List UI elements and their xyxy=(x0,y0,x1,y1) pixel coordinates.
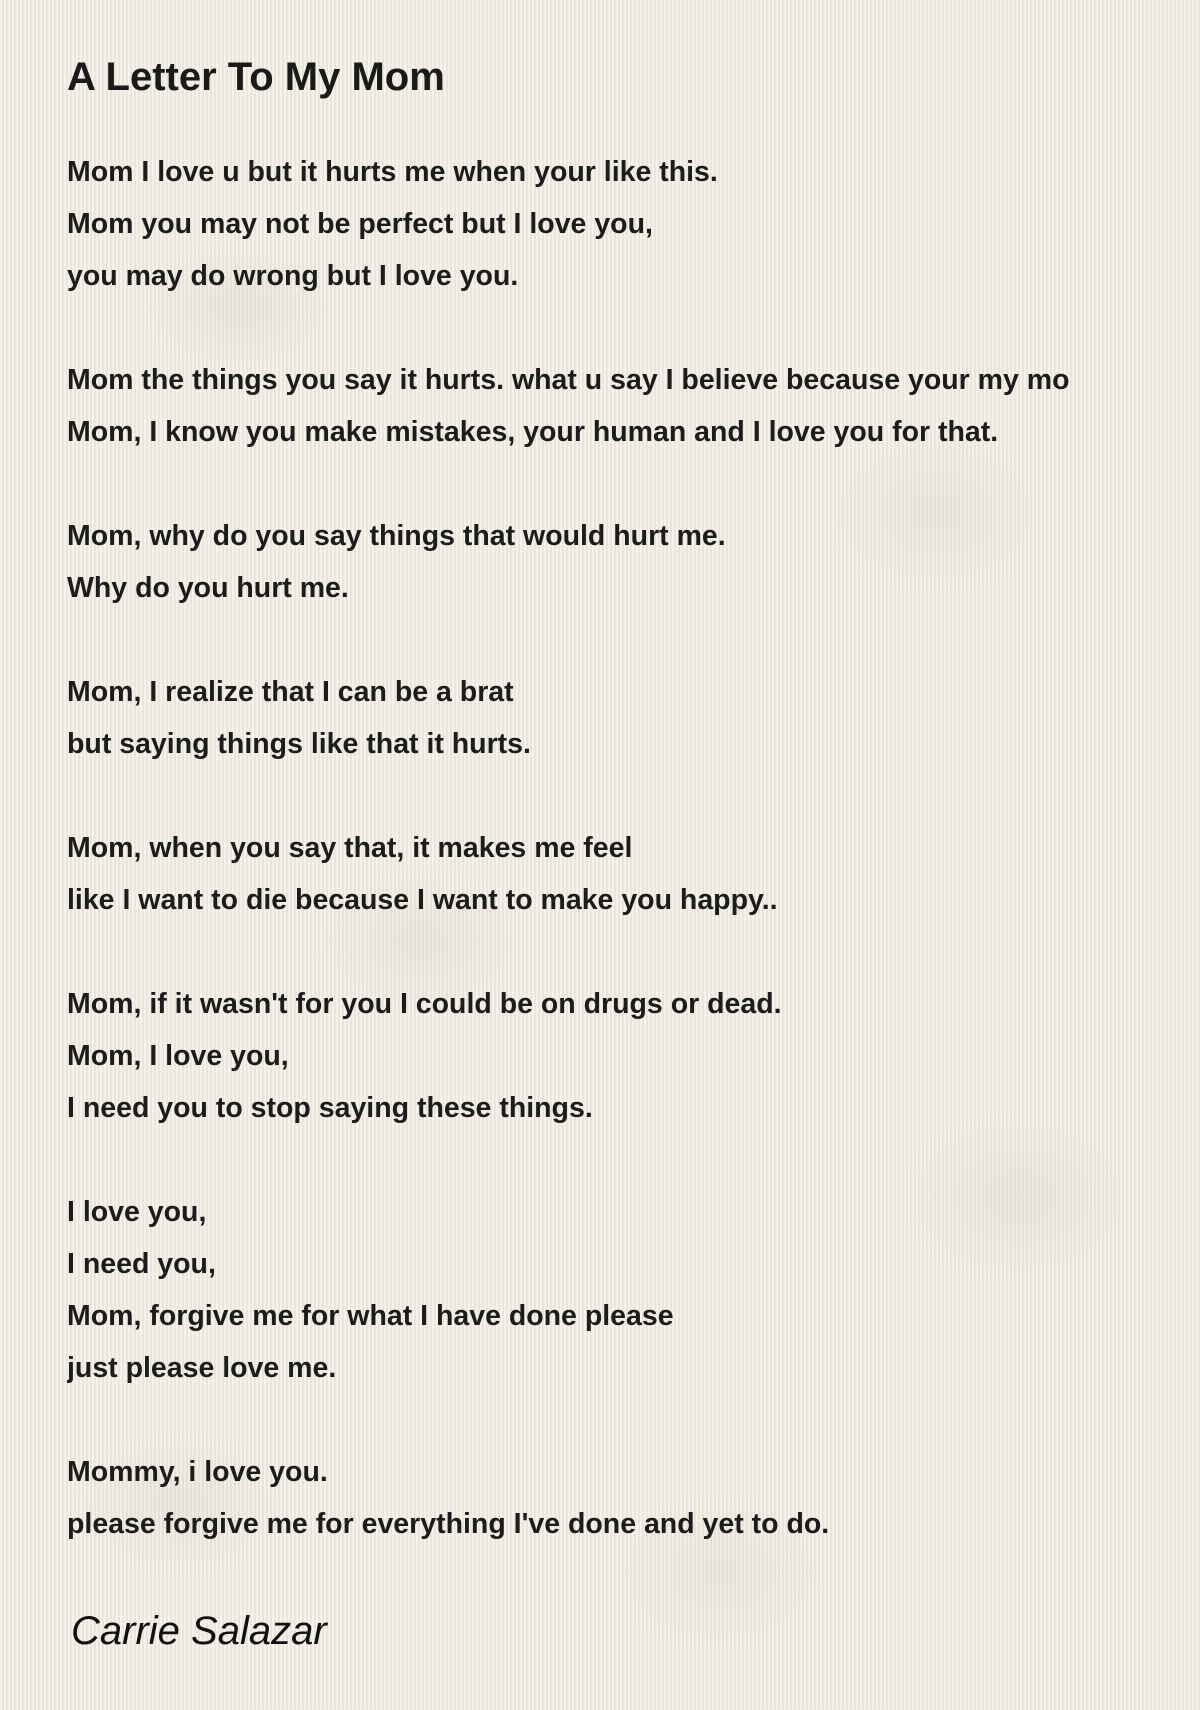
poem-page xyxy=(67,48,1200,1710)
poem-line: Mom, why do you say things that would hurt me. xyxy=(67,520,726,552)
poem-author: Carrie Salazar xyxy=(71,1609,327,1653)
stanza xyxy=(67,510,1200,614)
poem-line: Mom, when you say that, it makes me feel xyxy=(67,832,633,864)
stanza xyxy=(67,978,1200,1134)
poem-title: A Letter To My Mom xyxy=(67,55,445,99)
poem-line: Mom, I realize that I can be a brat xyxy=(67,676,514,708)
poem-line: I need you, xyxy=(67,1248,216,1280)
stanza xyxy=(67,666,1200,770)
poem-line: Mom I love u but it hurts me when your like this. xyxy=(67,156,718,188)
poem-line: Mom you may not be perfect but I love you, xyxy=(67,208,653,240)
poem-line: like I want to die because I want to make you happy.. xyxy=(67,884,778,916)
poem-line: Why do you hurt me. xyxy=(67,572,349,604)
poem-line: Mom, I know you make mistakes, your human and I love you for that. xyxy=(67,416,999,448)
poem-line: Mom, if it wasn't for you I could be on drugs or dead. xyxy=(67,988,782,1020)
poem-line: Mom the things you say it hurts. what u say I believe because your my mo xyxy=(67,364,1070,396)
poem-line: I need you to stop saying these things. xyxy=(67,1092,593,1124)
poem-line: Mom, forgive me for what I have done please xyxy=(67,1300,674,1332)
stanza xyxy=(67,354,1200,458)
poem-line: you may do wrong but I love you. xyxy=(67,260,519,292)
stanza xyxy=(67,822,1200,926)
poem-line: please forgive me for everything I've done and yet to do. xyxy=(67,1508,830,1540)
poem-line: Mom, I love you, xyxy=(67,1040,289,1072)
stanza xyxy=(67,1446,1200,1550)
poem-line: I love you, xyxy=(67,1196,207,1228)
poem-body xyxy=(67,146,1200,1550)
poem-line: Mommy, i love you. xyxy=(67,1456,328,1488)
stanza xyxy=(67,1186,1200,1394)
poem-line: just please love me. xyxy=(67,1352,337,1384)
poem-line: but saying things like that it hurts. xyxy=(67,728,531,760)
stanza xyxy=(67,146,1200,302)
